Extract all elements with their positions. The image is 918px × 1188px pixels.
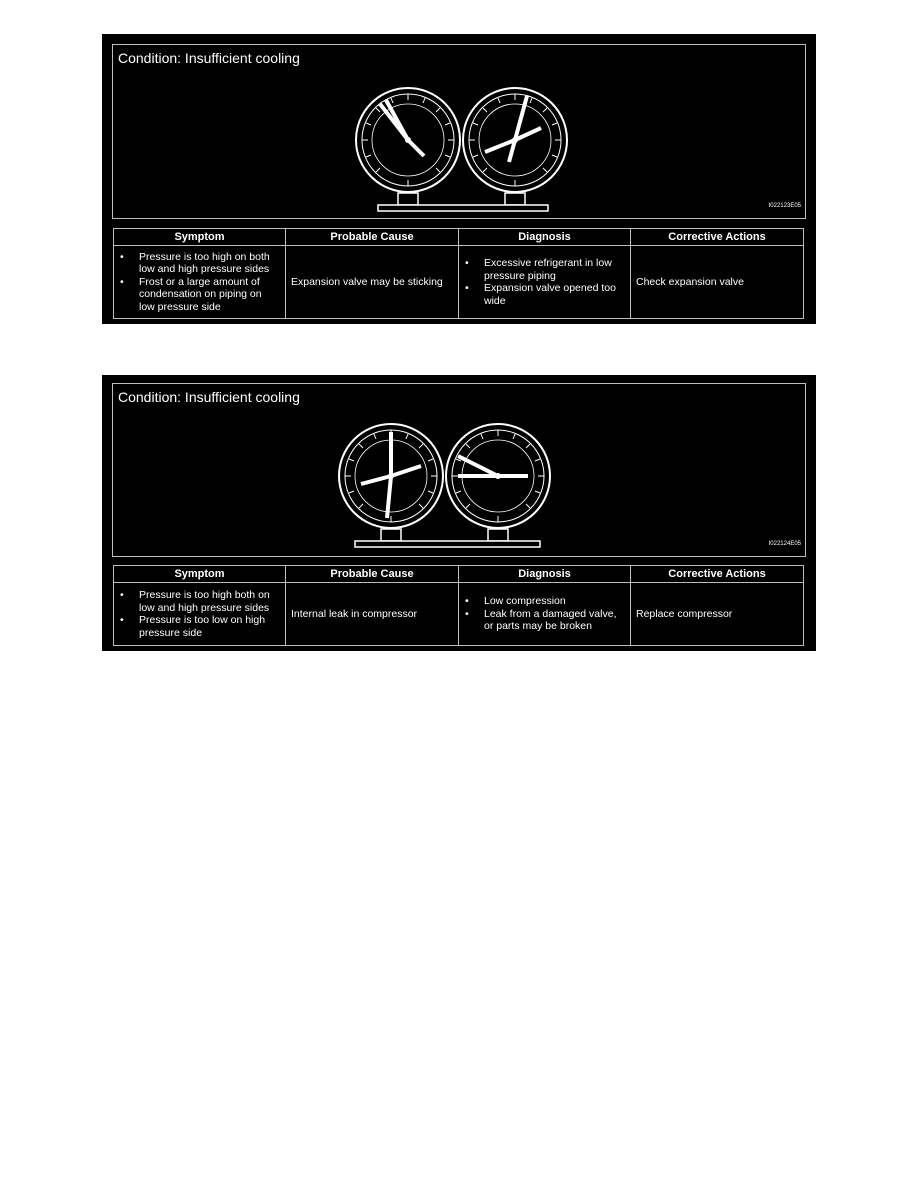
header-probable-cause: Probable Cause [286,229,459,246]
header-symptom: Symptom [114,566,286,583]
symptom-cell [114,246,286,319]
condition-title: Condition: Insufficient cooling [118,50,300,66]
diagnosis-item: • Expansion valve opened too wide [464,282,625,307]
left-gauge-stem [381,529,401,541]
diagnosis-cell [459,583,631,646]
diagnosis-item: • Excessive refrigerant in low pressure piping [464,257,625,282]
manifold-gauge-illustration [113,45,805,218]
gauge-illustration-panel [112,44,806,219]
table-header-row [114,229,804,246]
header-diagnosis: Diagnosis [459,566,631,583]
high-pressure-gauge [446,424,550,528]
manifold-gauge-illustration [113,384,805,556]
diagnosis-cell [459,246,631,319]
table-row [114,583,804,646]
table-header-row [114,566,804,583]
symptom-item: • Pressure is too high on both low and high pressure sides [119,251,280,276]
symptom-item: • Frost or a large amount of condensation on piping on low pressure side [119,276,280,314]
diagnostic-figure-2 [102,375,816,651]
diagnosis-item: • Leak from a damaged valve, or parts may be broken [464,608,625,633]
header-diagnosis: Diagnosis [459,229,631,246]
diagnosis-item: • Low compression [464,595,625,608]
diagnostic-figure-1 [102,34,816,324]
figure-code: I022123E05 [768,203,801,209]
low-pressure-gauge [339,424,443,528]
diagnosis-table [113,228,804,319]
condition-title: Condition: Insufficient cooling [118,389,300,405]
right-gauge-stem [488,529,508,541]
diagnosis-table [113,565,804,646]
symptom-item: • Pressure is too high both on low and high pressure sides [119,589,280,614]
right-gauge-stem [505,193,525,205]
header-corrective-actions: Corrective Actions [631,566,804,583]
manifold-bar [355,541,540,547]
header-probable-cause: Probable Cause [286,566,459,583]
table-row [114,246,804,319]
figure-code: I022124E05 [768,541,801,547]
low-pressure-gauge [356,88,460,192]
probable-cause-cell: Internal leak in compressor [286,583,459,646]
gauge-illustration-panel [112,383,806,557]
corrective-action-cell: Replace compressor [631,583,804,646]
probable-cause-cell: Expansion valve may be sticking [286,246,459,319]
header-corrective-actions: Corrective Actions [631,229,804,246]
high-pressure-gauge [463,88,567,192]
manifold-bar [378,205,548,211]
header-symptom: Symptom [114,229,286,246]
symptom-item: • Pressure is too low on high pressure side [119,614,280,639]
left-gauge-stem [398,193,418,205]
symptom-cell [114,583,286,646]
corrective-action-cell: Check expansion valve [631,246,804,319]
